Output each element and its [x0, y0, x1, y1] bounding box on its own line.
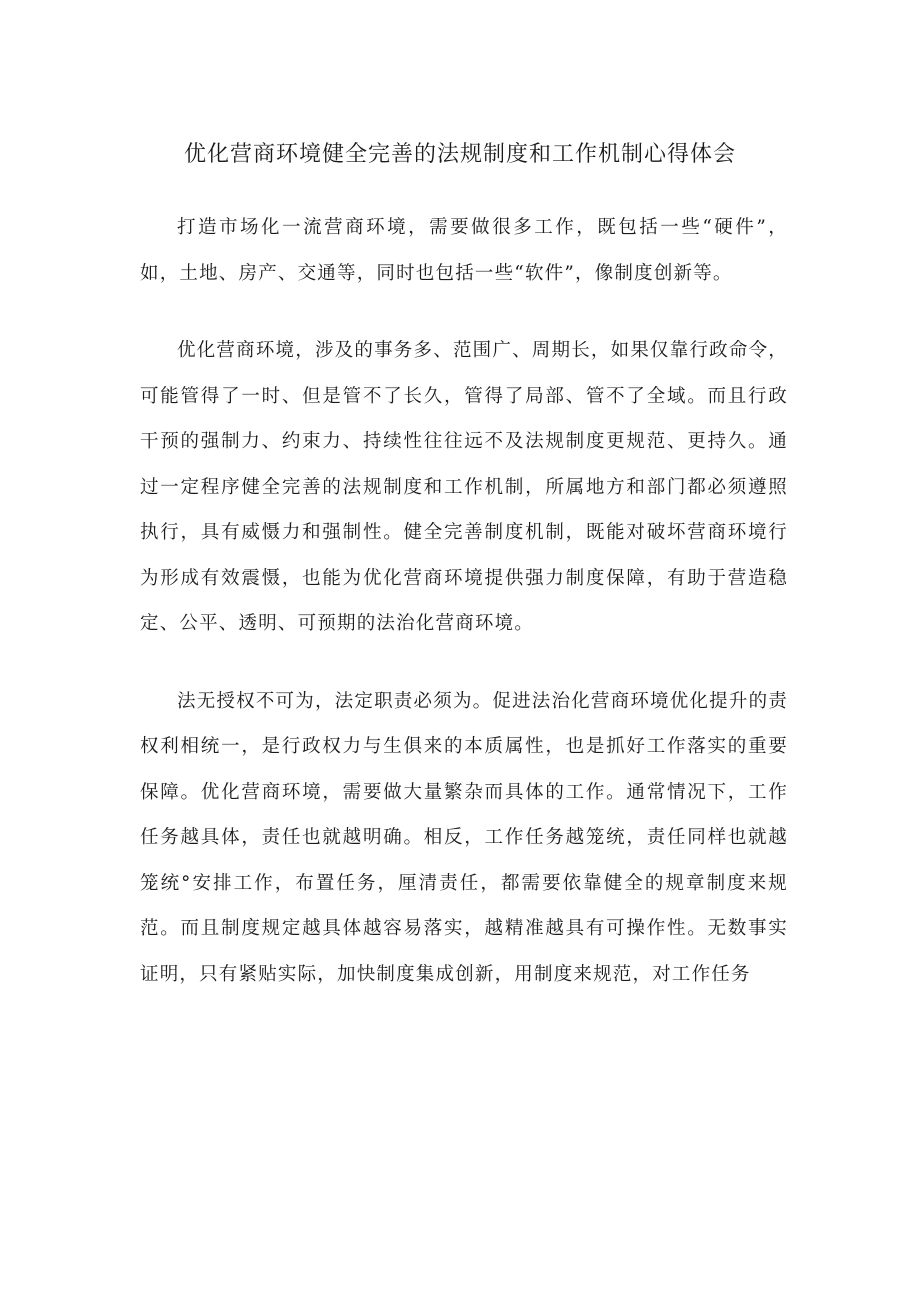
document-title: 优化营商环境健全完善的法规制度和工作机制心得体会 — [183, 142, 736, 167]
document-body — [140, 205, 788, 1029]
paragraph-2: 优化营商环境，涉及的事务多、范围广、周期长，如果仅靠行政命令，可能管得了一时、但是管不了长久，管得了局部、管不了全域。而且行政干预的强制力、约束力、持续性往往远不及法规制度更规范、更持久。通过一定程序健全完善的法规制度和工作机制，所属地方和部门都必须遵照执行，具有威慑力和强制性。健全完善制度机制，既能对破坏营商环境行为形成有效震慑，也能为优化营商环境提供强力制度保障，有助于营造稳定、公平、透明、可预期的法治化营商环境。 — [140, 340, 788, 634]
paragraph-1: 打造市场化一流营商环境，需要做很多工作，既包括一些“硬件”，如，土地、房产、交通等，同时也包括一些“软件”，像制度创新等。 — [140, 217, 788, 284]
paragraph-3: 法无授权不可为，法定职责必须为。促进法治化营商环境优化提升的责权利相统一，是行政权力与生俱来的本质属性，也是抓好工作落实的重要保障。优化营商环境，需要做大量繁杂而具体的工作。通常情况下，工作任务越具体，责任也就越明确。相反，工作任务越笼统，责任同样也就越笼统°安排工作，布置任务，厘清责任，都需要依靠健全的规章制度来规范。而且制度规定越具体越容易落实，越精准越具有可操作性。无数事实证明，只有紧贴实际，加快制度集成创新，用制度来规范，对工作任务 — [140, 690, 788, 985]
